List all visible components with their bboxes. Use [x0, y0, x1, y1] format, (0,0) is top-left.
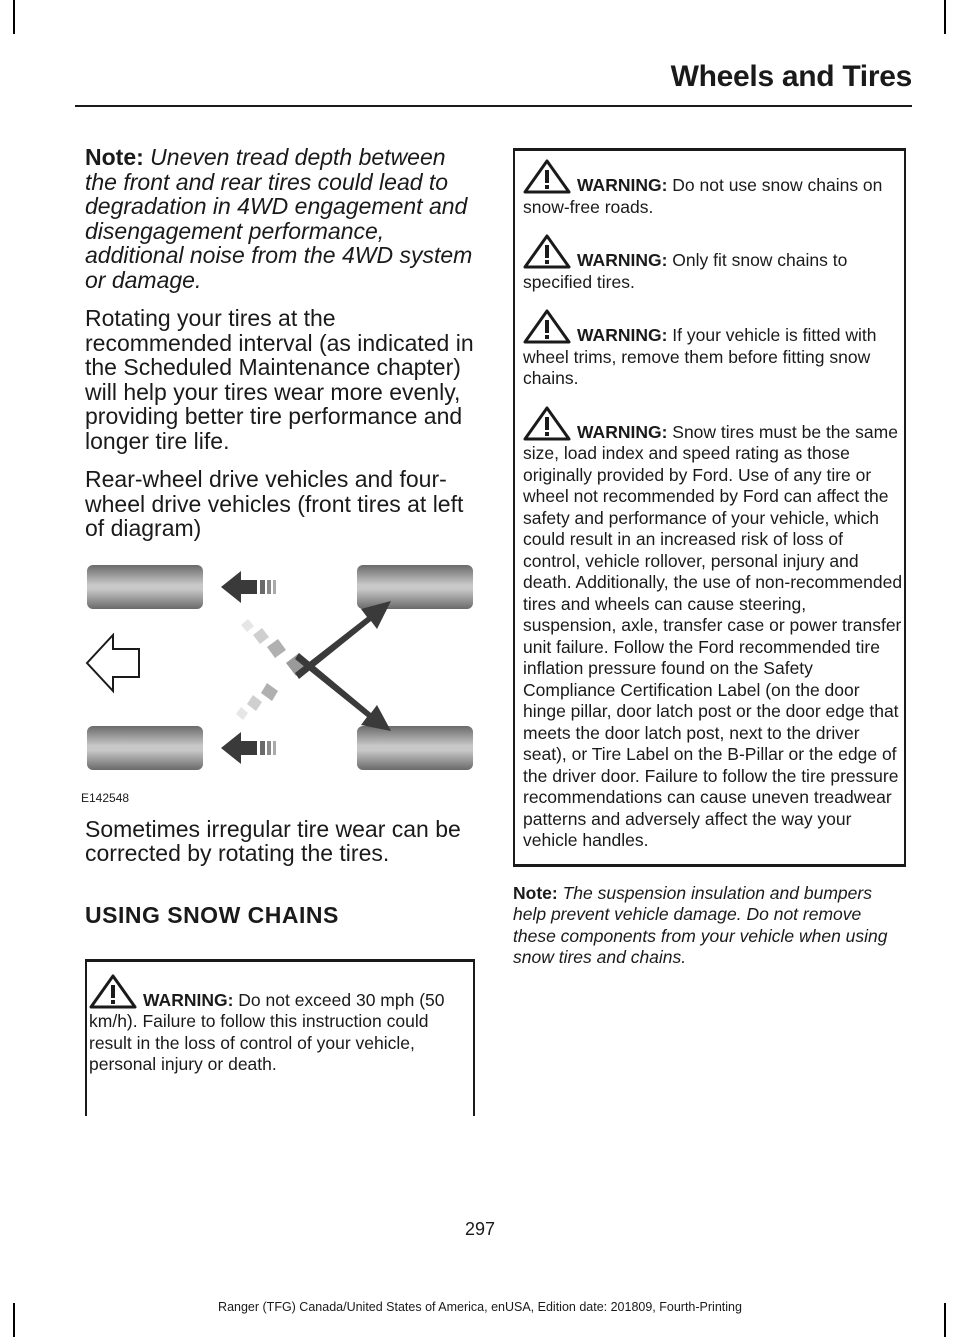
- note-label: Note:: [85, 144, 144, 170]
- note-tread-depth: [85, 145, 475, 292]
- tire-rotation-graphic: [81, 555, 476, 805]
- warning-text: Only fit snow chains to specified tires.: [523, 250, 848, 292]
- note-suspension: [513, 883, 906, 969]
- diagram-code: E142548: [81, 790, 130, 805]
- arrow-bottom-straight: [221, 732, 276, 764]
- warning-text: Do not exceed 30 mph (50 km/h). Failure to follow this instruction could result in the loss of control of your vehicle, personal injury or death.: [89, 989, 445, 1074]
- paragraph-irregular-wear: Sometimes irregular tire wear can be corrected by rotating the tires.: [85, 815, 461, 866]
- note-text: The suspension insulation and bumpers help prevent vehicle damage. Do not remove these components from your vehicle when using snow tires and chains.: [513, 882, 888, 967]
- warning-label: WARNING:: [577, 250, 668, 270]
- tire-rear-left: [357, 565, 473, 609]
- section-heading-snow-chains: USING SNOW CHAINS: [85, 901, 339, 928]
- warning-triangle-icon: [89, 974, 137, 1010]
- warning-text: If your vehicle is fitted with wheel trims, remove them before fitting snow chains.: [523, 325, 877, 388]
- warning-box-left: [85, 959, 475, 1116]
- page-footer: Ranger (TFG) Canada/United States of America, enUSA, Edition date: 201809, Fourth-Printing: [218, 1300, 742, 1314]
- warning-triangle-icon: [523, 159, 571, 195]
- warning-box-right: [513, 148, 906, 867]
- direction-arrow-icon: [87, 635, 139, 691]
- header-rule: [75, 105, 912, 107]
- paragraph-rotation: Rotating your tires at the recommended interval (as indicated in the Scheduled Maintenance chapter) will help your tires wear more evenly, providing better tire performance and longer tire life.: [85, 305, 474, 454]
- paragraph-rwd-4wd: Rear-wheel drive vehicles and four-wheel drive vehicles (front tires at left of diagram): [85, 466, 464, 541]
- crop-mark: [944, 0, 946, 34]
- warning-label: WARNING:: [577, 175, 668, 195]
- warning-specified-tires: [523, 234, 904, 293]
- warning-triangle-icon: [523, 406, 571, 442]
- warning-label: WARNING:: [143, 989, 234, 1010]
- warning-text: Snow tires must be the same size, load index and speed rating as those originally provided by Ford. Use of any tire or wheel not recommended by Ford can affect the safety and performance of your vehicle, which could result in an increased risk of loss of control, vehicle rollover, personal injury and death. Additionally, the use of non-recommended tires and wheels can cause steering, suspension, axle, transfer case or power transfer unit failure. Follow the Ford recommended tire inflation pressure found on the Safety Compliance Certification Label (on the door hinge pillar, door latch post or the door edge that meets the door latch post, next to the driver seat), or Tire Label on the B-Pillar or the edge of the driver door. Failure to follow the tire pressure recommendations can cause uneven treadwear patterns and adversely affect the way your vehicle handles.: [523, 421, 903, 850]
- warning-triangle-icon: [523, 309, 571, 345]
- tire-rotation-diagram: [81, 555, 476, 805]
- page-number: 297: [464, 1219, 496, 1239]
- warning-triangle-icon: [523, 234, 571, 270]
- warning-snow-free-roads: [523, 159, 904, 218]
- right-column: [513, 148, 906, 969]
- warning-label: WARNING:: [577, 325, 668, 345]
- tire-rear-right: [357, 726, 473, 770]
- left-column: [81, 144, 475, 1116]
- warning-snow-tires: [523, 406, 904, 852]
- warning-text: Do not use snow chains on snow-free roads.: [523, 175, 883, 217]
- note-label: Note:: [513, 882, 558, 903]
- note-text: Uneven tread depth between the front and rear tires could lead to degradation in 4WD engagement and disengagement performance, additional noise from the 4WD system or damage.: [85, 144, 473, 293]
- warning-label: WARNING:: [577, 421, 668, 442]
- warning-wheel-trims: [523, 309, 904, 390]
- warning-speed: [89, 974, 467, 1076]
- arrow-top-straight: [221, 571, 276, 603]
- crop-mark: [13, 0, 15, 34]
- tire-front-right: [87, 726, 203, 770]
- tire-front-left: [87, 565, 203, 609]
- page-header-title: Wheels and Tires: [670, 60, 912, 93]
